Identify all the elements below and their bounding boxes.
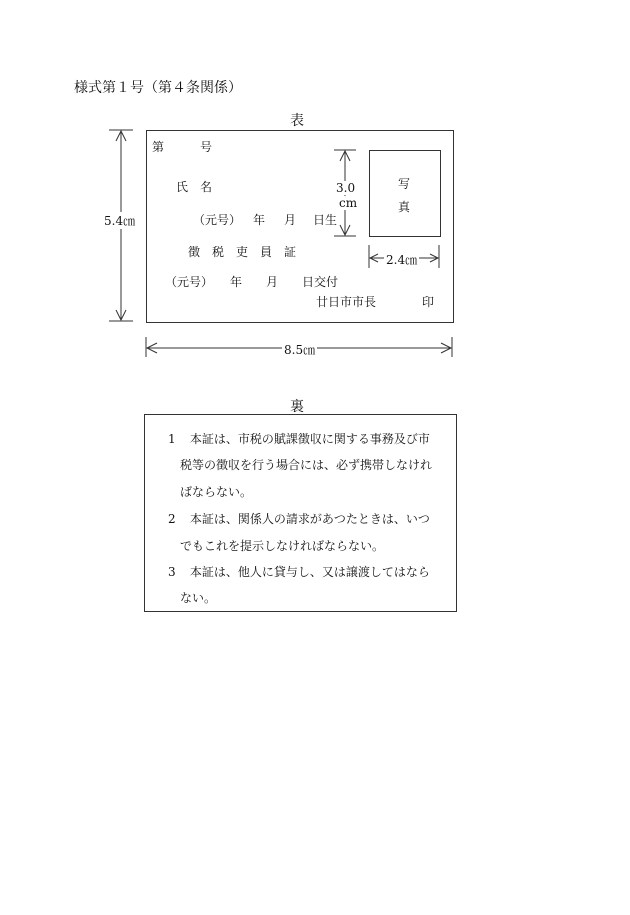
- photo-char-1: 写: [398, 177, 411, 191]
- photo-width-label: 2.4㎝: [386, 253, 418, 267]
- issue-year: 年: [230, 275, 243, 289]
- seal-mark: 印: [422, 295, 435, 309]
- note-3-text-2: ない。: [180, 591, 217, 605]
- number-prefix: 第: [152, 140, 165, 154]
- note-3-text-1: 本証は、他人に貸与し、又は譲渡してはなら: [189, 565, 430, 579]
- issue-month: 月: [266, 275, 279, 289]
- photo-height-unit: cm: [339, 196, 358, 210]
- note-2-line-1: [168, 510, 430, 527]
- note-1-text-3: ばならない。: [180, 485, 253, 499]
- note-3-number: 3: [168, 565, 176, 579]
- name-label: 氏 名: [176, 180, 213, 194]
- birth-era: （元号）: [193, 213, 242, 227]
- note-1-line-1: [168, 430, 430, 447]
- note-2-text-2: でもこれを提示しなければならない。: [180, 539, 385, 553]
- issuer: 廿日市市長: [316, 295, 377, 309]
- photo-char-2: 真: [398, 200, 411, 214]
- number-suffix: 号: [200, 140, 213, 154]
- note-1-number: 1: [168, 432, 176, 446]
- birth-day: 日生: [313, 213, 338, 227]
- form-title: 様式第１号（第４条関係）: [74, 80, 242, 96]
- height-dimension-label: 5.4㎝: [104, 214, 136, 228]
- card-title: 徴 税 吏 員 証: [188, 245, 297, 259]
- note-3-line-1: [168, 563, 430, 580]
- note-1-text-2: 税等の徴収を行う場合には、必ず携帯しなけれ: [180, 458, 433, 472]
- width-dimension-label: 8.5㎝: [284, 343, 316, 357]
- note-2-text-1: 本証は、関係人の請求があつたときは、いつ: [189, 512, 430, 526]
- note-1-text-1: 本証は、市税の賦課徴収に関する事務及び市: [189, 432, 430, 446]
- back-heading: 裏: [290, 399, 304, 415]
- photo-height-value: 3.0: [336, 181, 356, 195]
- birth-year: 年: [253, 213, 266, 227]
- birth-month: 月: [284, 213, 297, 227]
- issue-era: （元号）: [165, 275, 214, 289]
- front-heading: 表: [290, 113, 304, 129]
- note-2-number: 2: [168, 512, 176, 526]
- issue-day: 日交付: [302, 275, 339, 289]
